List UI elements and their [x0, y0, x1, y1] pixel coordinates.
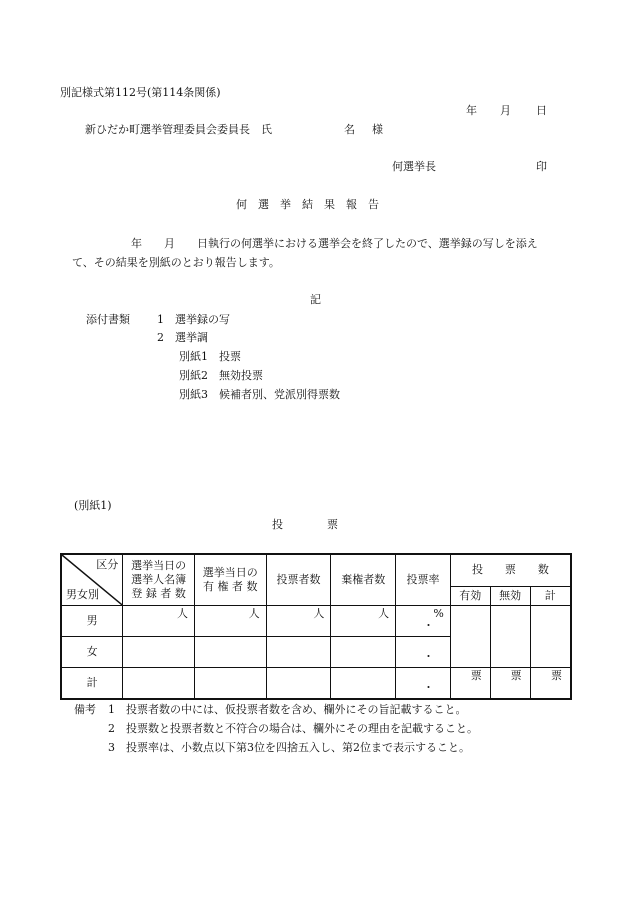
- cell-male-registered: [123, 606, 195, 637]
- row-label-female: 女: [61, 637, 123, 668]
- cell-female-voters: [266, 637, 331, 668]
- addressee-name: 名: [344, 123, 355, 136]
- date-month: 月: [500, 104, 511, 117]
- unit-person: 人: [378, 607, 390, 620]
- document-title: 何 選 挙 結 果 報 告: [236, 198, 379, 211]
- header-total: 計: [530, 586, 571, 605]
- addressee-honorific: 様: [372, 123, 383, 136]
- body-line-1: 年 月 日執行の何選挙における選挙会を終了したので、選挙録の写しを添え: [131, 237, 538, 250]
- header-registered-line-2: 選挙人名簿: [131, 573, 187, 586]
- corner-danjo: 男女別: [66, 588, 99, 601]
- cell-total-merged: [530, 606, 571, 668]
- cell-total-invalid: [490, 668, 530, 700]
- cell-female-rate: [396, 637, 451, 668]
- form-number: 別記様式第112号(第114条関係): [60, 86, 221, 99]
- ki-marker: 記: [310, 293, 321, 306]
- cell-total-valid: [450, 668, 490, 700]
- voting-table: [60, 553, 572, 700]
- header-invalid: 無効: [490, 586, 530, 605]
- header-ballots: 投 票 数: [450, 554, 571, 586]
- notes-label: 備考: [74, 703, 96, 716]
- corner-kubun: 区分: [96, 558, 119, 571]
- cell-male-eligible: [194, 606, 266, 637]
- date-day: 日: [536, 104, 547, 117]
- annex-label: (別紙1): [74, 499, 112, 512]
- body-line-2: て、その結果を別紙のとおり報告します。: [72, 256, 280, 269]
- header-eligible-line-2: 有 権 者 数: [203, 580, 258, 593]
- cell-female-eligible: [194, 637, 266, 668]
- header-registered: [123, 554, 195, 606]
- cell-total-total: [530, 668, 571, 700]
- attachments-label: 添付書類: [86, 313, 130, 326]
- unit-person: 人: [176, 607, 188, 620]
- cell-total-registered: [123, 668, 195, 700]
- note-2: 2 投票数と投票者数と不符合の場合は、欄外にその理由を記載すること。: [108, 722, 478, 735]
- cell-total-abstain: [331, 668, 396, 700]
- annex-title: 投 票: [272, 518, 338, 531]
- unit-person: 人: [248, 607, 260, 620]
- cell-female-registered: [123, 637, 195, 668]
- unit-percent: %: [433, 607, 444, 620]
- header-rate: 投票率: [396, 554, 451, 606]
- unit-ballot: 票: [510, 669, 522, 682]
- cell-total-eligible: [194, 668, 266, 700]
- unit-ballot: 票: [470, 669, 482, 682]
- note-3: 3 投票率は、小数点以下第3位を四捨五入し、第2位まで表示すること。: [108, 741, 470, 754]
- row-label-male: 男: [61, 606, 123, 637]
- attachment-item-1: 1 選挙録の写: [157, 313, 230, 326]
- row-label-total: 計: [61, 668, 123, 700]
- cell-female-abstain: [331, 637, 396, 668]
- cell-male-rate: [396, 606, 451, 637]
- unit-ballot: 票: [551, 669, 562, 682]
- header-abstain: 棄権者数: [331, 554, 396, 606]
- header-valid: 有効: [450, 586, 490, 605]
- corner-header-cell: [61, 554, 123, 606]
- header-voters: 投票者数: [266, 554, 331, 606]
- sender: 何選挙長: [392, 160, 436, 173]
- attachment-sub-2: 別紙2 無効投票: [179, 369, 263, 382]
- attachment-sub-1: 別紙1 投票: [179, 350, 241, 363]
- note-1: 1 投票者数の中には、仮投票者数を含め、欄外にその旨記載すること。: [108, 703, 467, 716]
- header-registered-line-3: 登 録 者 数: [131, 587, 186, 600]
- header-eligible-line-1: 選挙当日の: [202, 566, 258, 579]
- decimal-dot: ・: [422, 650, 434, 663]
- unit-person: 人: [313, 607, 325, 620]
- header-eligible: [194, 554, 266, 606]
- cell-total-rate: [396, 668, 451, 700]
- decimal-dot: ・: [422, 681, 434, 694]
- attachment-item-2: 2 選挙調: [157, 331, 208, 344]
- seal: 印: [536, 160, 547, 173]
- cell-male-voters: [266, 606, 331, 637]
- header-registered-line-1: 選挙当日の: [131, 559, 187, 572]
- cell-valid-merged: [450, 606, 490, 668]
- decimal-dot: ・: [422, 619, 434, 632]
- cell-male-abstain: [331, 606, 396, 637]
- addressee: 新ひだか町選挙管理委員会委員長 氏: [85, 123, 272, 136]
- cell-invalid-merged: [490, 606, 530, 668]
- cell-total-voters: [266, 668, 331, 700]
- date-year: 年: [466, 104, 477, 117]
- attachment-sub-3: 別紙3 候補者別、党派別得票数: [179, 388, 340, 401]
